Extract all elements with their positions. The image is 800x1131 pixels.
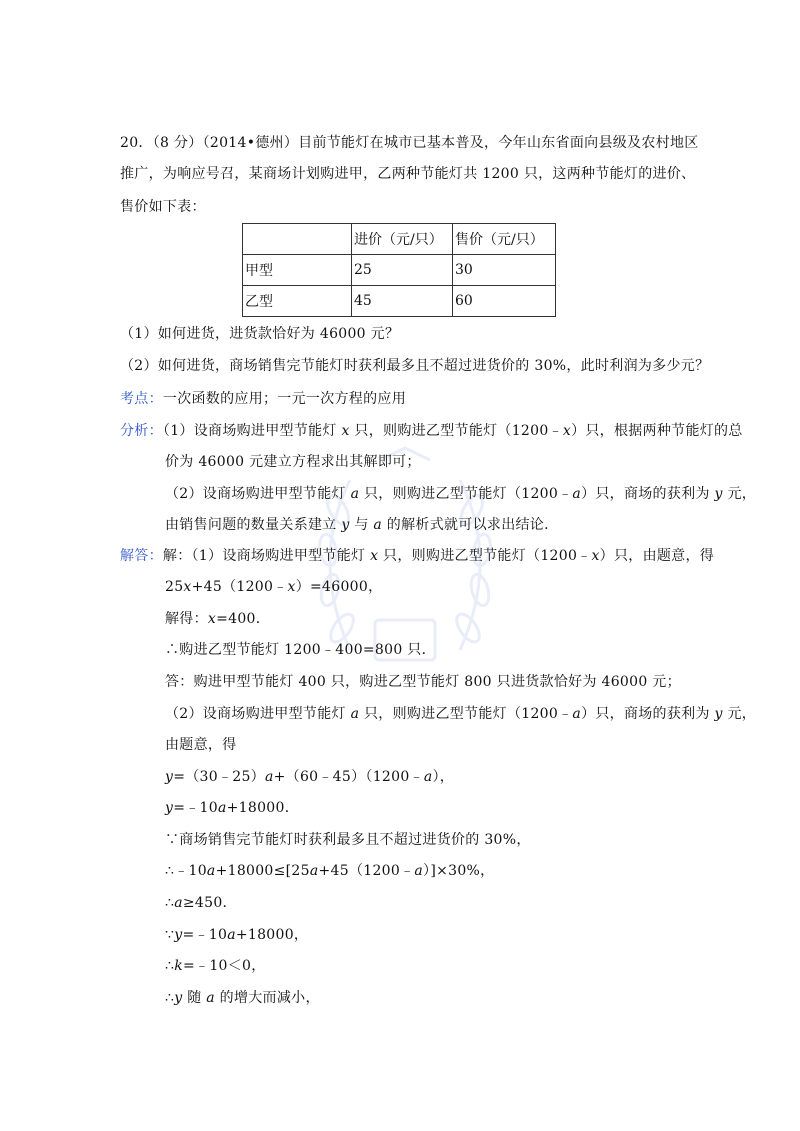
table-row (243, 286, 556, 317)
text-span: =﹣10 (173, 800, 218, 816)
jieda-part2-line-1 (165, 704, 756, 724)
text-span: =﹣10 (182, 927, 228, 943)
var-y: y (174, 927, 183, 943)
solve-line (165, 609, 270, 629)
var-y: y (165, 769, 174, 785)
var-a: a (309, 863, 319, 879)
var-x: x (370, 548, 379, 564)
text-span: （2）设商场购进甲型节能灯 (165, 486, 351, 502)
price-table (242, 223, 556, 317)
var-a: a (414, 863, 424, 879)
text-span: （1）设商场购进甲型节能灯 (162, 423, 342, 439)
var-a: a (350, 706, 360, 722)
problem-line-2: 推广，为响应号召，某商场计划购进甲，乙两种节能灯共 1200 只，这两种节能灯的进价、 (120, 166, 696, 182)
text-span: 只，则购进乙型节能灯（1200﹣ (359, 486, 573, 502)
var-k: k (174, 958, 184, 974)
fenxi-label: 分析： (120, 423, 163, 439)
text-span: 的解析式就可以求出结论． (382, 517, 559, 533)
table-cell: 60 (453, 286, 556, 317)
text-span: ）只，根据两种节能灯的总 (571, 423, 743, 439)
var-y: y (165, 800, 174, 816)
table-cell (243, 224, 352, 255)
table-header-cost: 进价（元/只） (352, 224, 453, 255)
text-span: +45（1200﹣ (191, 579, 288, 595)
equation-2 (165, 767, 454, 787)
var-x: x (341, 423, 350, 439)
text-span: ∴ (165, 958, 175, 974)
equation-3 (165, 798, 299, 818)
text-span: ）只，商场的获利为 (581, 486, 715, 502)
text-span: 元， (722, 486, 757, 502)
var-y: y (714, 486, 723, 502)
fenxi-line-2: 价为 46000 元建立方程求出其解即可； (165, 454, 421, 470)
text-span: 只，则购进乙型节能灯（1200﹣ (378, 548, 592, 564)
text-span: ≥450． (182, 895, 237, 911)
watermark-emblem-icon (287, 440, 520, 700)
text-span: +18000≤[25 (215, 863, 310, 879)
text-span: 只，则购进乙型节能灯（1200﹣ (359, 706, 573, 722)
text-span: +45（1200﹣ (318, 863, 415, 879)
table-row (243, 255, 556, 286)
kaodian-text: 一次函数的应用；一元一次方程的应用 (162, 391, 407, 407)
text-span: 由销售问题的数量关系建立 (165, 517, 342, 533)
problem-line-1: 20．（8 分）（2014•德州）目前节能灯在城市已基本普及，今年山东省面向县级及农村地区 (120, 135, 699, 151)
var-a: a (174, 895, 183, 911)
text-span: ）=46000， (295, 579, 383, 595)
answer-line-1: 答：购进甲型节能灯 400 只，购进乙型节能灯 800 只进货款恰好为 46000 元； (165, 674, 681, 690)
decrease-line (165, 988, 320, 1008)
text-span: ∵ (165, 927, 175, 943)
text-span: =400． (216, 611, 271, 627)
var-a: a (264, 769, 274, 785)
var-a: a (572, 486, 582, 502)
k-line (165, 956, 266, 976)
var-a: a (373, 517, 383, 533)
var-x: x (183, 579, 192, 595)
table-cell: 甲型 (243, 255, 352, 286)
var-a: a (217, 800, 227, 816)
text-span: 随 (182, 990, 207, 1006)
text-span: 元， (722, 706, 757, 722)
kaodian-label: 考点： (120, 391, 163, 407)
equation-1 (165, 577, 382, 597)
because-line-1: ∵商场销售完节能灯时获利最多且不超过进货价的 30%， (165, 832, 531, 848)
question-1: （1）如何进货，进货款恰好为 46000 元？ (120, 326, 400, 342)
text-span: ∴﹣10 (165, 863, 207, 879)
text-span: ）]×30%， (423, 863, 495, 879)
table-header-price: 售价（元/只） (453, 224, 556, 255)
text-span: =（30﹣25） (173, 769, 265, 785)
because-line-2 (165, 925, 308, 945)
var-a: a (350, 486, 360, 502)
jieda-line-1 (120, 546, 714, 566)
table-cell: 25 (352, 255, 453, 286)
var-a: a (227, 927, 236, 943)
text-span: 只，则购进乙型节能灯（1200﹣ (349, 423, 563, 439)
fenxi-line-4 (165, 515, 558, 535)
text-span: +18000， (235, 927, 309, 943)
text-span: 解得： (165, 611, 208, 627)
text-span: ）， (432, 769, 455, 785)
var-x: x (287, 579, 296, 595)
inequality-line (165, 861, 494, 881)
text-span: ∴ (165, 990, 175, 1006)
text-span: （2）设商场购进甲型节能灯 (165, 706, 351, 722)
text-span: +（60﹣45）（1200﹣ (273, 769, 424, 785)
text-span: 与 (349, 517, 374, 533)
fenxi-line-1 (120, 421, 743, 441)
var-a: a (572, 706, 582, 722)
table-header-row (243, 224, 556, 255)
therefore-line-1: ∴购进乙型节能灯 1200﹣400=800 只． (165, 642, 436, 658)
jieda-label: 解答： (120, 548, 163, 564)
text-span: =﹣10＜0， (183, 958, 266, 974)
table-cell: 45 (352, 286, 453, 317)
text-span: 解：（1）设商场购进甲型节能灯 (162, 548, 371, 564)
text-span: 的增大而减小， (214, 990, 320, 1006)
var-x: x (207, 611, 217, 627)
fenxi-line-3 (165, 484, 756, 504)
text-span: ）只，由题意，得 (599, 548, 715, 564)
kaodian-section (120, 389, 406, 409)
text-span: 25 (165, 579, 184, 595)
var-y: y (341, 517, 350, 533)
question-2: （2）如何进货，商场销售完节能灯时获利最多且不超过进货价的 30%，此时利润为多少元？ (120, 358, 710, 374)
table-cell: 乙型 (243, 286, 352, 317)
text-span: +18000． (226, 800, 299, 816)
var-y: y (714, 706, 723, 722)
var-a: a (423, 769, 433, 785)
jieda-part2-line-2: 由题意，得 (165, 737, 237, 753)
result-line (165, 893, 237, 913)
var-x: x (591, 548, 600, 564)
text-span: ）只，商场的获利为 (581, 706, 715, 722)
var-a: a (206, 863, 216, 879)
var-y: y (174, 990, 183, 1006)
table-cell: 30 (453, 255, 556, 286)
var-x: x (562, 423, 572, 439)
var-a: a (206, 990, 215, 1006)
problem-line-3: 售价如下表： (120, 199, 206, 215)
text-span: ∴ (165, 895, 175, 911)
